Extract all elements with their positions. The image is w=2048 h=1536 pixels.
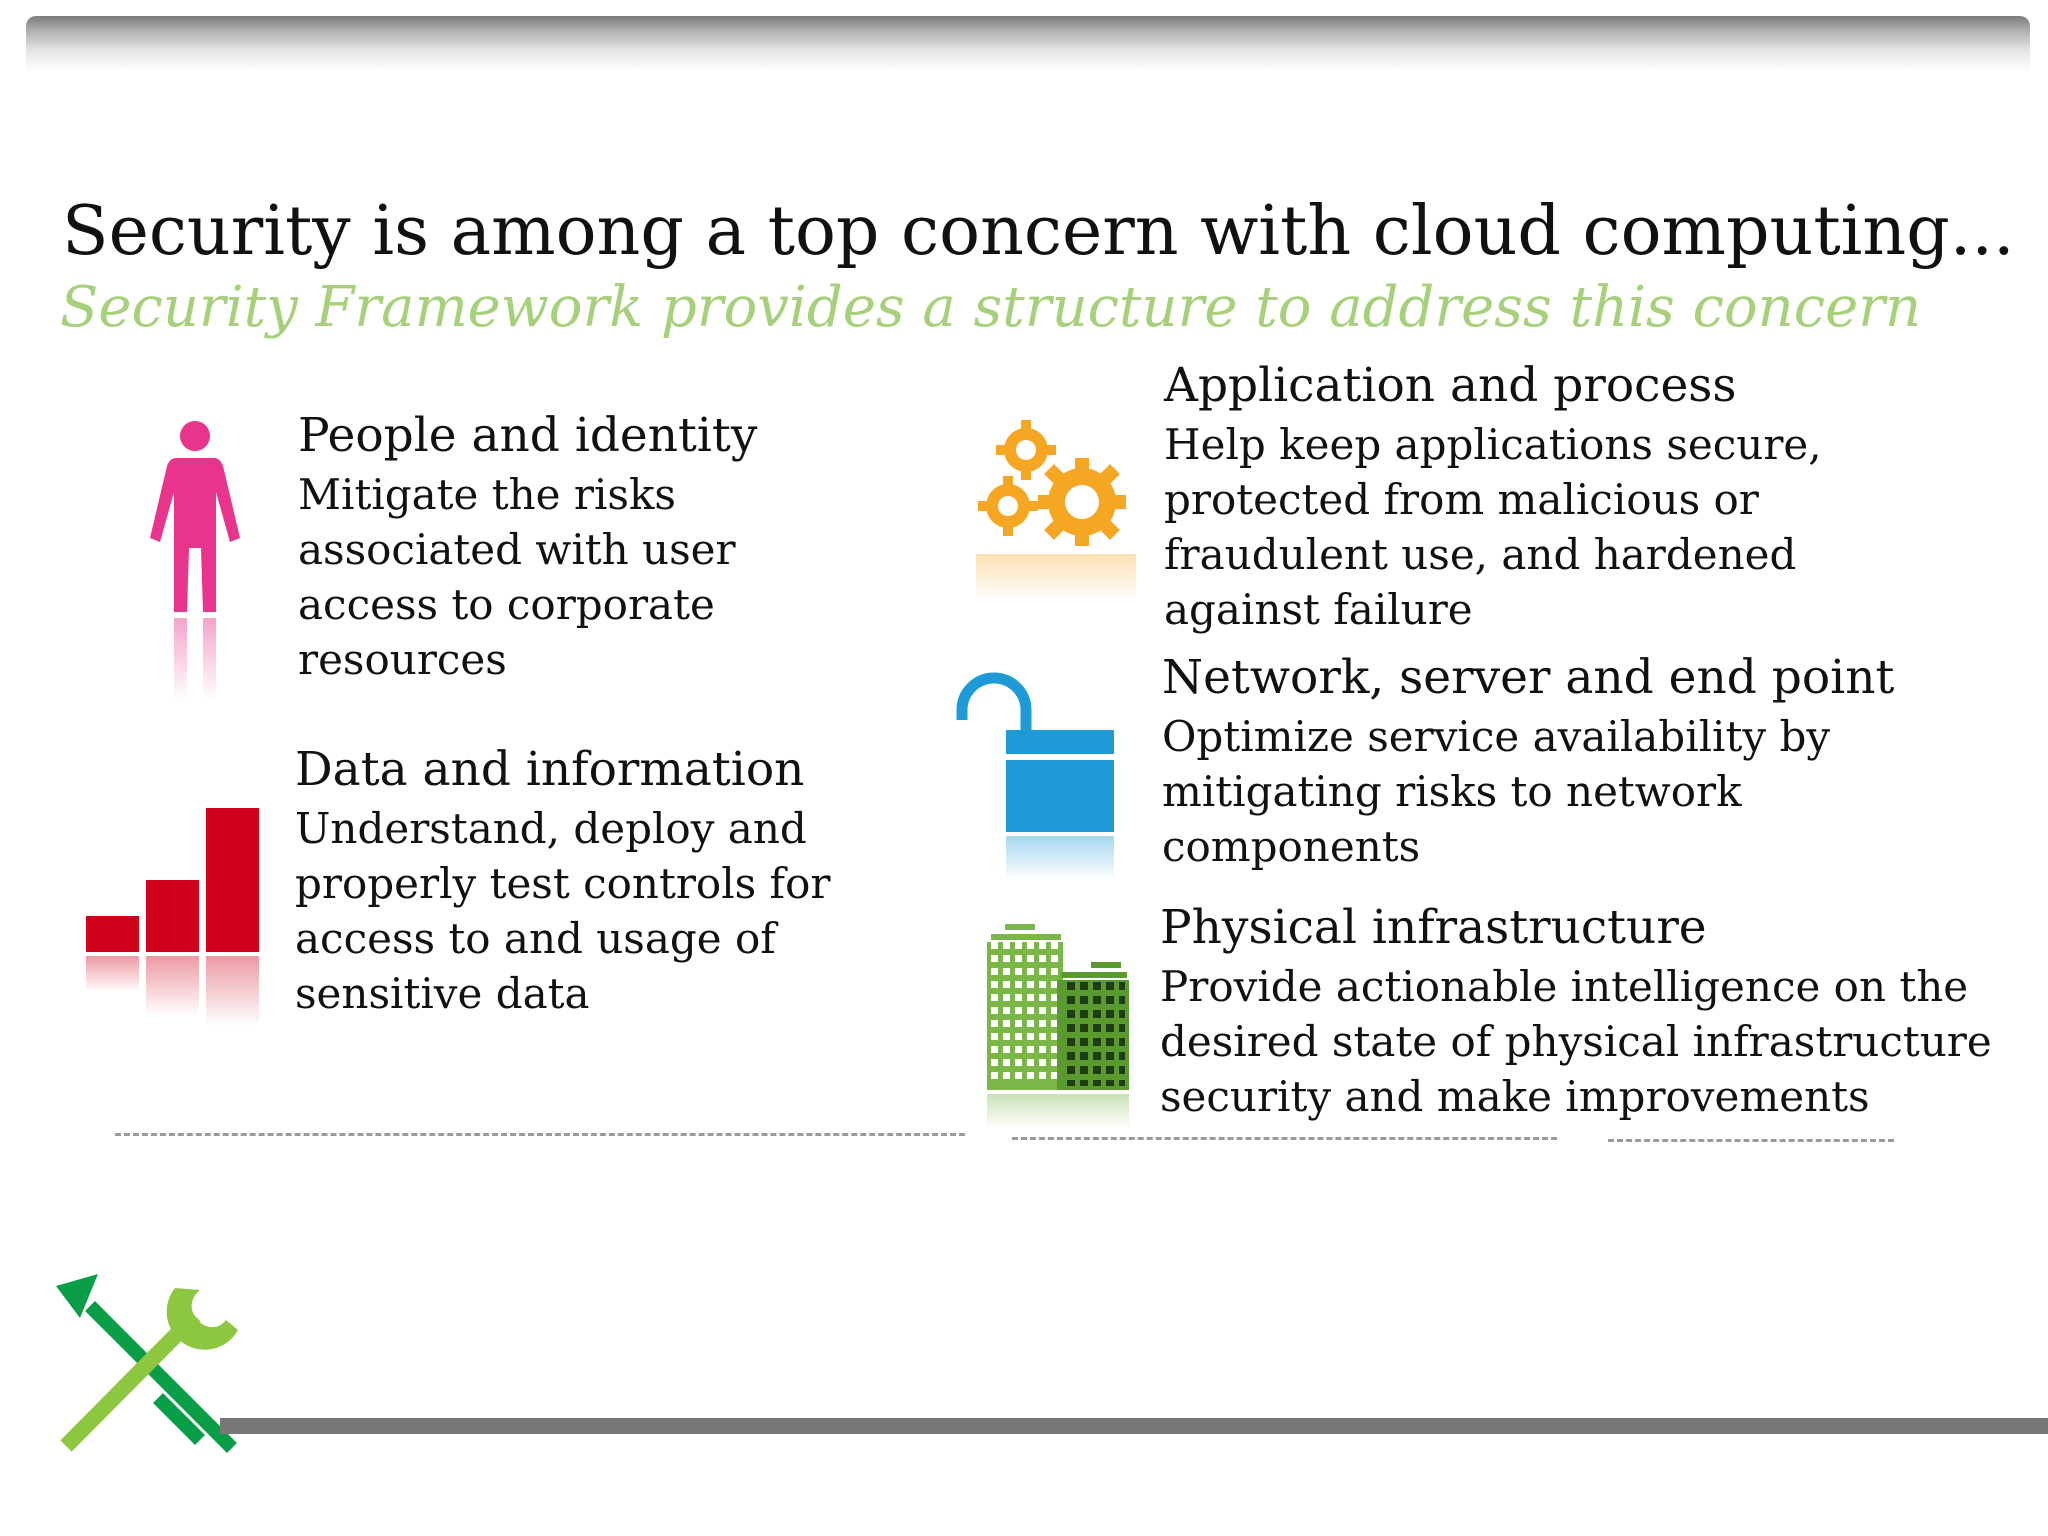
- unlocked-padlock-icon: [948, 672, 1118, 882]
- page-title: Security is among a top concern with cloud computing...: [62, 192, 2015, 271]
- data-information-body: Understand, deploy and properly test controls for access to and usage of sensitive data: [295, 804, 831, 1018]
- people-identity-body: Mitigate the risks associated with user access to corporate resources: [298, 470, 736, 684]
- physical-infrastructure-body: Provide actionable intelligence on the desired state of physical infrastructure security and make improvements: [1160, 962, 1992, 1121]
- header-bar: [26, 16, 2030, 72]
- separator-line-right: [1608, 1139, 1894, 1142]
- physical-infrastructure-heading: Physical infrastructure: [1160, 900, 1707, 955]
- separator-line-middle: [1012, 1137, 1557, 1140]
- network-body: Optimize service availability by mitigating risks to network components: [1162, 712, 1831, 871]
- buildings-icon: [985, 920, 1130, 1130]
- tools-logo-icon: [50, 1266, 250, 1466]
- data-information-heading: Data and information: [295, 742, 805, 797]
- footer-bar: [220, 1418, 2048, 1434]
- page-subtitle: Security Framework provides a structure to address this concern: [60, 275, 1922, 340]
- network-heading: Network, server and end point: [1162, 650, 1895, 705]
- application-process-heading: Application and process: [1164, 358, 1737, 413]
- application-process-body: Help keep applications secure, protected from malicious or fraudulent use, and hardened against failure: [1164, 420, 1822, 634]
- gears-icon: [976, 414, 1136, 604]
- separator-line-left: [115, 1133, 965, 1136]
- people-identity-heading: People and identity: [298, 408, 758, 463]
- person-icon: [140, 420, 250, 720]
- bar-chart-icon: [84, 806, 264, 1026]
